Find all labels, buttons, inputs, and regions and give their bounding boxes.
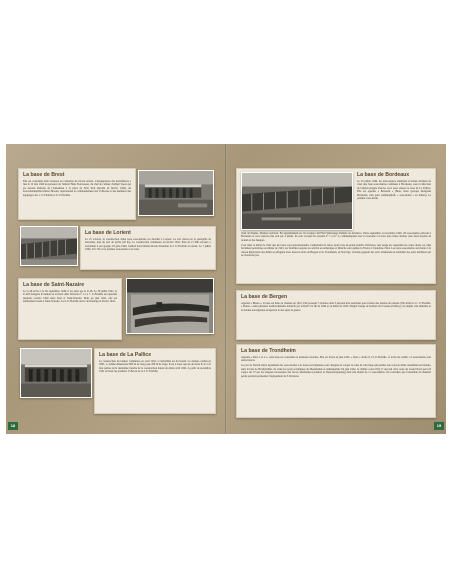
card-bergen [236,290,436,340]
heading-trondheim: La base de Trondheim [241,348,296,354]
photo-lorient-base [20,226,78,266]
text-bordeaux-full: vient de Naples. D'autres suivront. En appartiennent au 11e Gruppo del Fieri Subacqueo Italiano en Atlantico. Entre septembre et novembre 1940, 28 sous-marins arrivent à Bordeaux et sont répartis plus tard par 4 unités. Ils sont occupés les bassins n° 1 et n° 2, communiquant avec la Garonne à travers une écluse double, plus deux bassins de radoub et des hangars. [241,232,431,242]
text-lorient: Le 25 octobre, la construction d'une base sous-marine est décidée à Lorient. Le site choisi est la presqu'île de Keroman, près du port de pêche (20 ha). La construction commence en février 1941. Près de 15 000 ouvriers y travaillent à son apogée. En juin 1940, l'amiral Karl Dönitz décide d'installer la 2. U-Flottille à Lorient. Le 7 juillet 1940, le U-30 est le premier sous-marin à accoster. [85,238,211,252]
right-page [236,168,436,424]
text-saint-nazaire: Le U-46 arrive à la fin septembre 1940, il est suivi par le U-28. Le 30 juillet 1941, le U-203 inaugure le bunker en arrivant dans l'alvéole n° 1. La 7. U-Flottille est rapatriée jusqu'en octobre 1940 entre Kiel et Saint-Nazaire. Mais en juin 1941, elle est entièrement basée à Saint-Nazaire. La 6. U-Flottille arrive de Dantzig en février 1942. [23,290,117,304]
card-saint-nazaire [18,278,122,340]
heading-saint-nazaire: La base de Saint-Nazaire [23,282,85,288]
text-trondheim-more: Le port de Narvik abrite également des sous-marins. Les bases norvégiennes sont chargées de couper la route de l'Arctique qui permet aux convois alliés rassemblés en Islande, dans la baie de Hvalfjördhur, de relier les ports soviétiques de Mourmansk et Arkhangelsk. En juin 1942, le célèbre convoi PQ 17 qui suit cette route du Grand Nord perd 24 cargos sur 37 par les attaques incessantes des forces allemandes (aviation et Wasserbespanung) dont une moitié de 11 sous-marins. On considère que l'ensemble du matériel perdu pouvait représenter l'équipement de 3 divisions. [241,364,431,378]
heading-bordeaux: La base de Bordeaux [357,172,410,178]
heading-brest: La base de Brest [23,172,65,178]
photo-la-pallice-base [20,348,92,398]
text-la-pallice: La construction du bunker commence en avril 1941, à l'extrémité est du bassin. Ce dernier, réalisé en 1891, a comme dimensions 800 m de long pour 200 m de large. Il est à noter que les alvéoles 8, 9 et 10 font parties de la deuxième tranche de la construction datant de début avril 1942. À partir de novembre 1941 arrivent les premiers U-Boote de la 3. U-Flottille. [99,360,211,374]
page-number-left: 18 [8,422,18,430]
card-la-pallice [94,348,216,414]
text-bergen: Appelée « Bruno », la base est mise en chantier en 1941. Elle possède 7 alvéoles dont 3 peuvent être asséchées pour former des bassins de radoub. Elle abrite la 11. U-Flottille. « Bruno » subit plusieurs bombardements intensifs par la RAF à la fin de 1944 et au début de 1945. Malgré l'usage de bombes de 6 tonnes (Tallboy), les dégâts sont minimes et la marine norvégienne récupérera le site après la guerre. [241,302,431,312]
card-trondheim [236,344,436,418]
magazine-spread [6,144,446,434]
card-brest [18,168,136,220]
page-number-right: 19 [434,422,444,430]
photo-bordeaux-base [241,172,353,230]
text-bordeaux-more: C'est dans ce début de 1942 que les bases sont opérationnelles. Cathédrales de béton ayant reçu un grand nombre d'alvéoles, leur usage est cependant de courte durée car, déjà fortement perturbées au milieu de 1943, les flottilles toujours en activité en Atlantique et Manche sont quittée la France à l'automne 1944. Les rares sous-marins survivants à la chasse implacable des Alliés se réfugient alors dans les abris de Bergen et de Trondheim, en Norvège. Certains gagnent des ports allemands en attendant des jours meilleurs qui ne viendront pas. [241,243,431,257]
heading-la-pallice: La base de La Pallice [99,352,152,358]
heading-lorient: La base de Lorient [85,230,131,236]
heading-bergen: La base de Bergen [241,294,288,300]
card-bordeaux [236,168,436,284]
card-lorient [80,226,216,270]
text-brest: Elle est construite dans l'arsenal, en contrebas de l'école navale. L'inauguration des installations a lieu le 12 mai 1940 en présence de l'amiral Hans Stohwasser, du chef de cabinet d'Albert Speer qui est devenu ministre de l'Armement à la place de Fritz Todt (décédé en février 1942), du Korvettenkapitän Günter Hessler, représentant le commandement des U-Bootes et des membres des équipages des 1. U-Flottille et 9. U-Flottille. [23,180,131,197]
photo-saint-nazaire-submarines [126,278,214,334]
photo-brest-base [138,170,214,216]
text-bordeaux-side: Le 25 juillet 1940, les états-majors allemand et italien décident de créer une base sous-marine commune à Bordeaux, sous la direction de l'amiral Angelo Parona, avec pour annexe la base de La Pallice. Elle est appelée « Betasom » (Beta, lettre grecque désignant Bordeaux, som pour sommergibili, « sous-marin » en italien). Le premier sous-marin [357,180,431,201]
text-trondheim: Appelée « Dora 1 et 2 », cette base est construite en plusieurs tranches. Elle est livrée en juin 1943. « Dora » abrite la 13. U-Flottille. À la fin du conflit, 13 sous-marins sont saisis intacts. [241,356,431,363]
book-spine [225,144,227,434]
left-page [18,168,218,424]
